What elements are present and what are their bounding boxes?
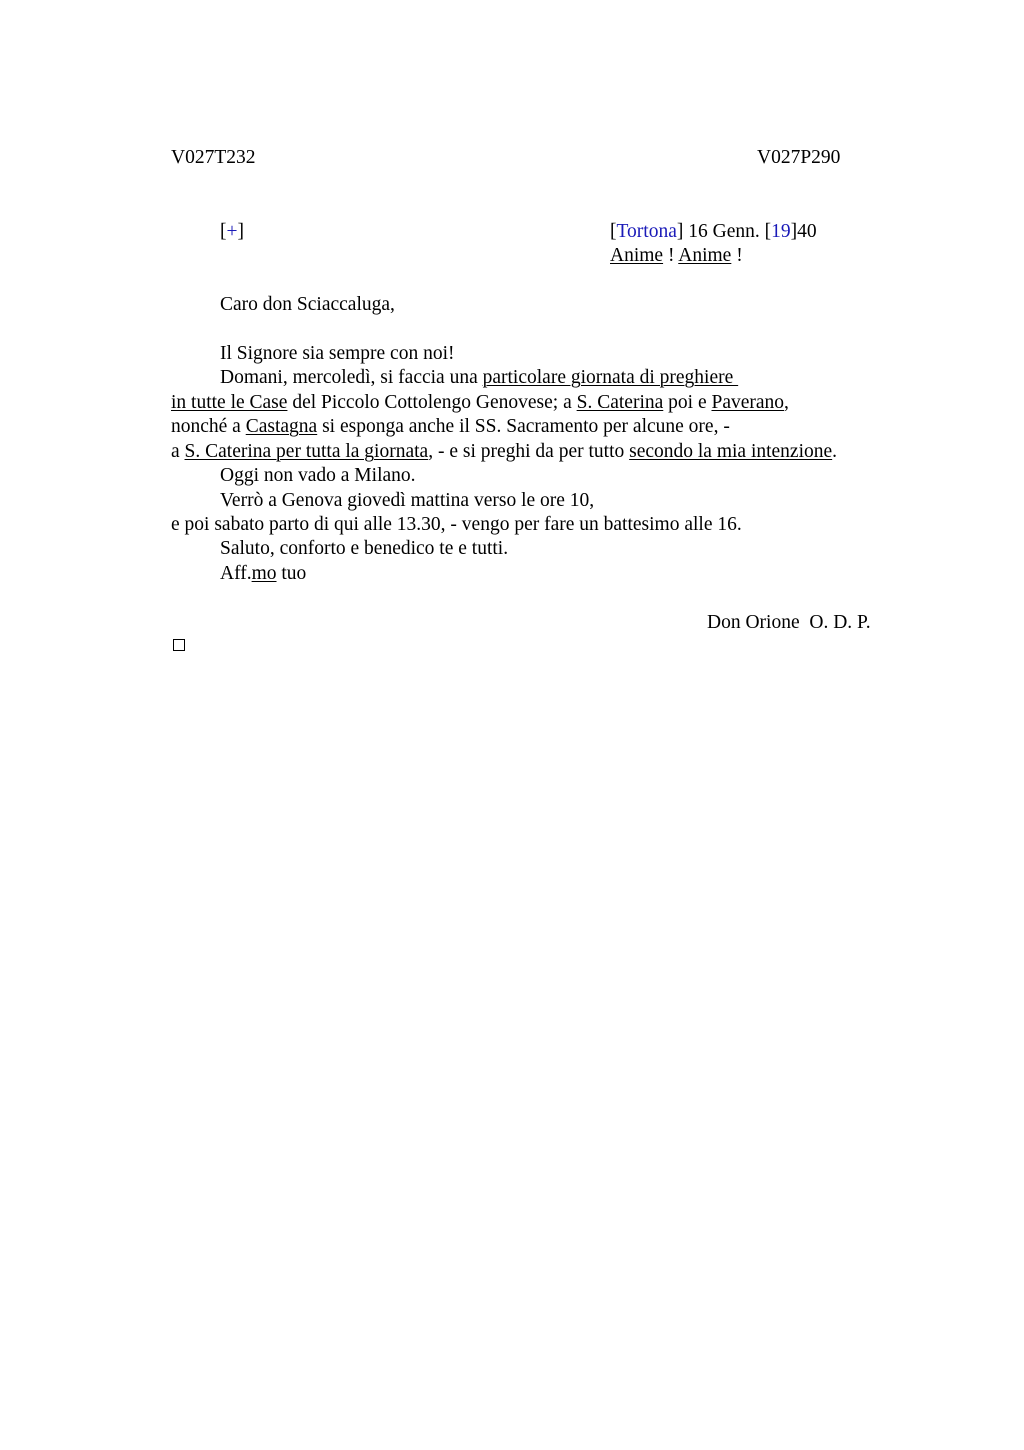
underlined-text: in tutte le Case <box>171 392 288 413</box>
document-code-right: V027P290 <box>757 147 841 168</box>
motto <box>610 244 743 268</box>
closing <box>220 562 306 586</box>
body-line-8: e poi sabato parto di qui alle 13.30, - vengo per fare un battesimo alle 16. <box>171 514 742 535</box>
body-line-4 <box>171 415 730 439</box>
underlined-text: S. Caterina <box>576 392 664 413</box>
body-text: tuo <box>276 563 307 584</box>
year-suffix: ]40 <box>790 221 817 242</box>
date-text: ] 16 Genn. [ <box>676 221 772 242</box>
body-line-1: Il Signore sia sempre con noi! <box>220 343 455 364</box>
underlined-text: Castagna <box>245 416 318 437</box>
body-text: a <box>171 441 185 462</box>
body-line-3 <box>171 391 789 415</box>
body-text: si esponga anche il SS. Sacramento per alcune ore, - <box>317 416 730 437</box>
body-text: Aff. <box>220 563 252 584</box>
underlined-text: Paverano <box>711 392 785 413</box>
year-prefix: 19 <box>771 221 791 242</box>
empty-square-icon <box>173 639 185 651</box>
place-open-bracket: [ <box>610 221 617 242</box>
cross-symbol: + <box>226 221 238 242</box>
underlined-text: secondo la mia intenzione <box>629 441 833 462</box>
body-text: Domani, mercoledì, si faccia una <box>220 367 483 388</box>
body-text: nonché a <box>171 416 246 437</box>
body-line-7: Verrò a Genova giovedì mattina verso le ore 10, <box>220 490 595 511</box>
salutation: Caro don Sciaccaluga, <box>220 294 395 315</box>
body-line-9: Saluto, conforto e benedico te e tutti. <box>220 538 509 559</box>
cross-close-bracket: ] <box>237 221 244 242</box>
cross-mark <box>220 220 244 244</box>
underlined-text: S. Caterina per tutta la giornata <box>184 441 429 462</box>
place-name: Tortona <box>616 221 677 242</box>
body-line-5 <box>171 440 837 464</box>
body-text: del Piccolo Cottolengo Genovese; a <box>287 392 577 413</box>
body-text: , - e si preghi da per tutto <box>428 441 630 462</box>
motto-sep-1: ! <box>663 245 679 266</box>
motto-word-2: Anime <box>678 245 732 266</box>
signature: Don Orione O. D. P. <box>707 612 871 633</box>
document-code-left: V027T232 <box>171 147 256 168</box>
body-text: , <box>784 392 789 413</box>
underlined-text: mo <box>251 563 277 584</box>
body-text: poi e <box>663 392 712 413</box>
motto-word-1: Anime <box>610 245 664 266</box>
cross-open-bracket: [ <box>220 221 227 242</box>
body-line-2 <box>220 366 738 390</box>
body-line-6: Oggi non vado a Milano. <box>220 465 416 486</box>
motto-sep-2: ! <box>731 245 743 266</box>
place-date <box>610 220 817 244</box>
underlined-text: particolare giornata di preghiere <box>482 367 739 388</box>
body-text: . <box>832 441 838 462</box>
